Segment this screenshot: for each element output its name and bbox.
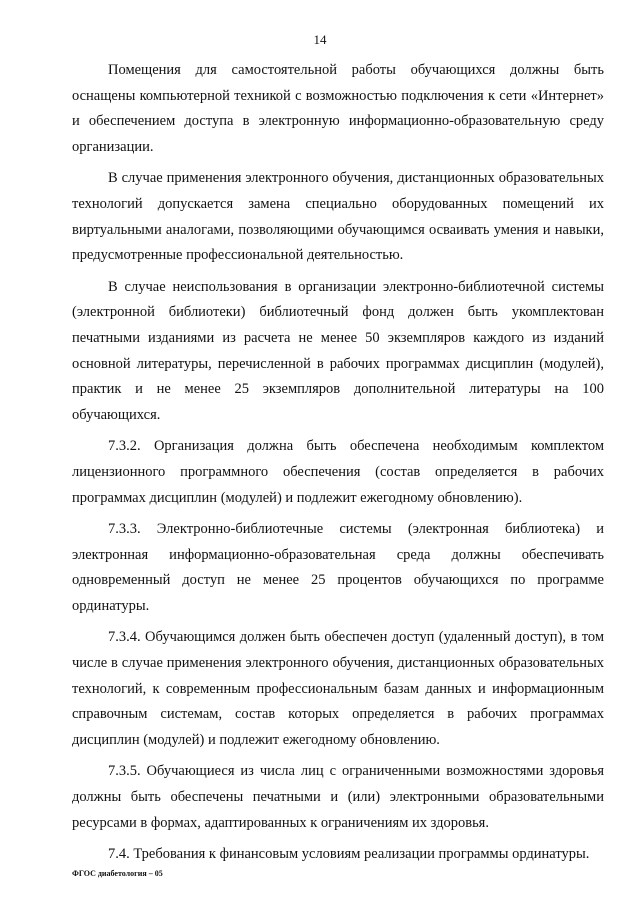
- paragraph-virtual-analogues: В случае применения электронного обучения, дистанционных образовательных технологий допускается замена специально оборудованных помещений их виртуальными аналогами, позволяющими обучающимся осваивать умения и навыки, предусмотренные профессиональной деятельностью.: [72, 170, 604, 264]
- paragraph-7-3-3: 7.3.3. Электронно-библиотечные системы (электронная библиотека) и электронная информационно-образовательная среда должны обеспечивать одновременный доступ не менее 25 процентов обучающихся по программе ординатуры.: [72, 521, 604, 614]
- paragraph-7-3-5: 7.3.5. Обучающиеся из числа лиц с ограниченными возможностями здоровья должны быть обеспечены печатными и (или) электронными образовательными ресурсами в формах, адаптированных к ограничениям их здоровья.: [72, 763, 604, 831]
- document-body: [72, 58, 604, 874]
- paragraph-7-3-4: 7.3.4. Обучающимся должен быть обеспечен доступ (удаленный доступ), в том числе в случае применения электронного обучения, дистанционных образовательных технологий, к современным профессиональным базам данных и информационным справочным системам, состав которых определяется в рабочих программах дисциплин (модулей) и подлежит ежегодному обновлению.: [72, 629, 604, 748]
- page-number: 14: [313, 32, 327, 47]
- paragraph-library-fund: В случае неиспользования в организации электронно-библиотечной системы (электронной библиотеки) библиотечный фонд должен быть укомплектован печатными изданиями из расчета не менее 50 экземпляров каждого из изданий основной литературы, перечисленной в рабочих программах дисциплин (модулей), практик и не менее 25 экземпляров дополнительной литературы на 100 обучающихся.: [72, 278, 604, 423]
- paragraph-7-3-2: 7.3.2. Организация должна быть обеспечена необходимым комплектом лицензионного программного обеспечения (состав определяется в рабочих программах дисциплин (модулей) и подлежит ежегодному обновлению).: [72, 438, 604, 506]
- footer-label: ФГОС диабетология – 05: [72, 869, 163, 878]
- paragraph-computer-equipment: Помещения для самостоятельной работы обучающихся должны быть оснащены компьютерной техникой с возможностью подключения к сети «Интернет» и обеспечением доступа в электронную информационно-образовательную среду организации.: [72, 62, 604, 155]
- paragraph-7-4: 7.4. Требования к финансовым условиям реализации программы ординатуры.: [108, 846, 590, 863]
